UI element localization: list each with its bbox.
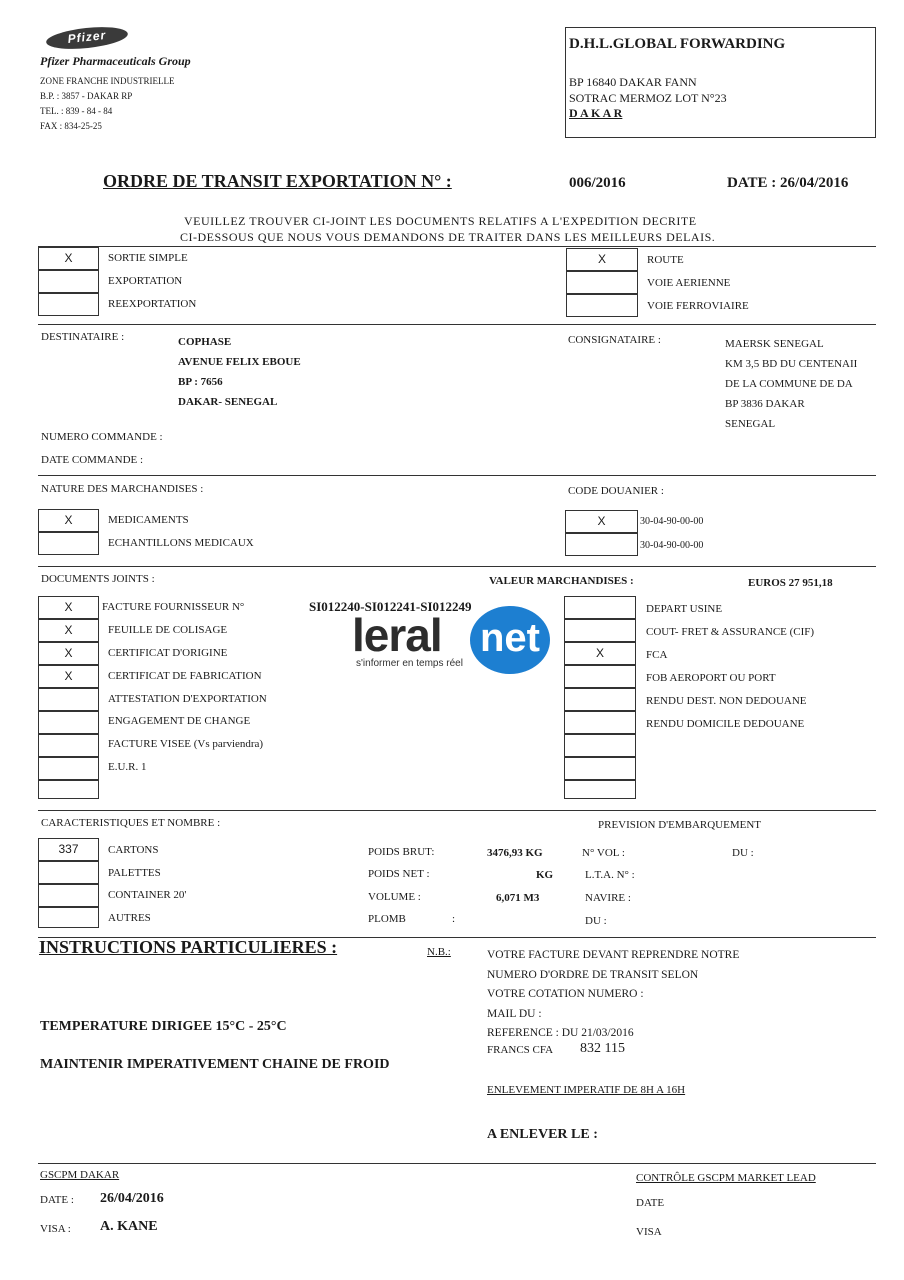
company-name: Pfizer Pharmaceuticals Group [40,54,191,68]
label-exportation: EXPORTATION [108,275,183,287]
count-container[interactable] [38,884,99,907]
count-autres[interactable] [38,907,99,928]
valeur-label: VALEUR MARCHANDISES : [489,575,634,587]
divider [38,1163,876,1164]
address-line: TEL. : 839 - 84 - 84 [40,106,113,116]
order-date: DATE : 26/04/2016 [727,175,849,191]
label-echantillons: ECHANTILLONS MEDICAUX [108,537,254,549]
consignataire-label: CONSIGNATAIRE : [568,334,661,346]
checkbox-echantillons[interactable] [38,532,99,555]
poids-brut-value: 3476,93 KG [487,847,543,859]
footer-date-value: 26/04/2016 [100,1191,164,1206]
label-attestation-exportation: ATTESTATION D'EXPORTATION [108,693,267,705]
order-title: ORDRE DE TRANSIT EXPORTATION N° : [103,171,452,191]
checkbox-rendu-non-dedouane[interactable] [564,688,636,711]
numero-commande-label: NUMERO COMMANDE : [41,431,163,443]
footer-right-title: CONTRÔLE GSCPM MARKET LEAD [636,1172,816,1184]
count-cartons[interactable]: 337 [38,838,99,861]
enlevement-note: ENLEVEMENT IMPERATIF DE 8H A 16H [487,1084,686,1096]
label-depart-usine: DEPART USINE [646,603,723,615]
divider [38,324,876,325]
volume-value: 6,071 M3 [496,892,540,904]
plomb-label: PLOMB [368,913,406,925]
destinataire-address [178,332,301,412]
label-palettes: PALETTES [108,867,161,879]
du-label: DU : [585,915,607,927]
company-address [40,74,175,134]
label-facture-fournisseur: FACTURE FOURNISSEUR N° [102,601,245,613]
checkbox-code-2[interactable] [565,533,638,556]
watermark-net: net [480,616,540,660]
address-line: B.P. : 3857 - DAKAR RP [40,91,133,101]
consignataire-line: DE LA COMMUNE DE DA [725,378,853,390]
label-reexportation: REEXPORTATION [108,298,197,310]
vol-label: N° VOL : [582,847,625,859]
note-line: REFERENCE : DU 21/03/2016 [487,1027,634,1039]
du-label: DU : [732,847,754,859]
intro-line-1: VEUILLEZ TROUVER CI-JOINT LES DOCUMENTS RELATIFS A L'EXPEDITION DECRITE [184,214,697,228]
a-enlever-label: A ENLEVER LE : [487,1127,598,1142]
checkbox-facture-visee[interactable] [38,734,99,757]
forwarder-line: BP 16840 DAKAR FANN [569,75,697,89]
checkbox-code-1[interactable]: X [565,510,638,533]
volume-label: VOLUME : [368,891,421,903]
checkbox-voie-ferroviaire[interactable] [566,294,638,317]
label-engagement-change: ENGAGEMENT DE CHANGE [108,715,251,727]
count-palettes[interactable] [38,861,99,884]
forwarder-city: D A K A R [569,106,623,120]
checkbox-sortie-simple[interactable]: X [38,247,99,270]
note-line: MAIL DU : [487,1007,542,1020]
temperature-instruction: TEMPERATURE DIRIGEE 15°C - 25°C [40,1019,287,1034]
caracteristiques-label: CARACTERISTIQUES ET NOMBRE : [41,817,221,829]
label-rendu-non-dedouane: RENDU DEST. NON DEDOUANE [646,695,807,707]
prevision-label: PREVISION D'EMBARQUEMENT [598,819,762,831]
footer-date-label: DATE : [40,1194,74,1206]
poids-brut-label: POIDS BRUT: [368,846,435,858]
nb-note [487,946,739,1044]
poids-net-value: KG [536,869,554,881]
francs-value: 832 115 [580,1041,625,1056]
label-autres: AUTRES [108,912,151,924]
label-certificat-origine: CERTIFICAT D'ORIGINE [108,647,228,659]
consignataire-line: BP 3836 DAKAR [725,398,805,410]
invoice-refs: SI012240-SI012241-SI012249 [309,599,472,614]
cold-chain-instruction: MAINTENIR IMPERATIVEMENT CHAINE DE FROID [40,1057,390,1072]
checkbox-medicaments[interactable]: X [38,509,99,532]
code-douanier-label: CODE DOUANIER : [568,485,664,497]
consignataire-line: MAERSK SENEGAL [725,338,824,350]
destinataire-line: BP : 7656 [178,376,223,388]
checkbox-blank[interactable] [564,734,636,757]
checkbox-fca[interactable]: X [564,642,636,665]
label-sortie-simple: SORTIE SIMPLE [108,252,188,264]
checkbox-fob[interactable] [564,665,636,688]
watermark-tagline: s'informer en temps réel [356,658,463,669]
destinataire-label: DESTINATAIRE : [41,331,125,343]
francs-label: FRANCS CFA [487,1044,554,1056]
documents-label: DOCUMENTS JOINTS : [41,573,155,585]
consignataire-line: SENEGAL [725,418,776,430]
address-line: FAX : 834-25-25 [40,121,102,131]
consignataire-line: KM 3,5 BD DU CENTENAII [725,358,858,370]
footer-visa-label: VISA : [40,1223,71,1235]
checkbox-certificat-fabrication[interactable]: X [38,665,99,688]
label-fca: FCA [646,649,668,661]
label-voie-aerienne: VOIE AERIENNE [647,277,731,289]
checkbox-cif[interactable] [564,619,636,642]
checkbox-feuille-colisage[interactable]: X [38,619,99,642]
divider [38,566,876,567]
lta-label: L.T.A. N° : [585,869,635,881]
consignataire-address [725,334,857,434]
footer-visa-value: A. KANE [100,1219,158,1234]
divider [38,810,876,811]
footer-right-visa: VISA [636,1226,662,1238]
checkbox-exportation[interactable] [38,270,99,293]
label-rendu-dedouane: RENDU DOMICILE DEDOUANE [646,718,805,730]
nb-label: N.B.: [427,946,451,958]
forwarder-line: SOTRAC MERMOZ LOT N°23 [569,91,727,105]
divider [38,246,876,247]
label-route: ROUTE [647,254,684,266]
checkbox-rendu-dedouane[interactable] [564,711,636,734]
code-value: 30-04-90-00-00 [640,540,704,551]
checkbox-eur1[interactable] [38,757,99,780]
instructions-title: INSTRUCTIONS PARTICULIERES : [39,937,338,957]
label-eur1: E.U.R. 1 [108,761,147,773]
checkbox-voie-aerienne[interactable] [566,271,638,294]
destinataire-line: AVENUE FELIX EBOUE [178,356,301,368]
intro-line-2: CI-DESSOUS QUE NOUS VOUS DEMANDONS DE TRAITER DANS LES MEILLEURS DELAIS. [180,230,716,244]
checkbox-route[interactable]: X [566,248,638,271]
forwarder-name: D.H.L.GLOBAL FORWARDING [569,36,786,52]
note-line: VOTRE FACTURE DEVANT REPRENDRE NOTRE [487,949,740,961]
label-cartons: CARTONS [108,844,159,856]
checkbox-blank[interactable] [564,757,636,780]
checkbox-blank[interactable] [564,780,636,799]
destinataire-line: COPHASE [178,336,232,348]
label-container: CONTAINER 20' [108,889,187,901]
note-line: NUMERO D'ORDRE DE TRANSIT SELON [487,968,699,981]
label-certificat-fabrication: CERTIFICAT DE FABRICATION [108,670,262,682]
valeur-amount: EUROS 27 951,18 [748,577,833,589]
destinataire-line: DAKAR- SENEGAL [178,396,278,408]
footer-right-date: DATE [636,1197,665,1209]
address-line: ZONE FRANCHE INDUSTRIELLE [40,76,175,86]
navire-label: NAVIRE : [585,892,631,904]
label-feuille-colisage: FEUILLE DE COLISAGE [108,624,228,636]
plomb-value: : [452,913,456,925]
label-medicaments: MEDICAMENTS [108,514,189,526]
checkbox-blank[interactable] [38,780,99,799]
checkbox-facture-fournisseur[interactable]: X [38,596,99,619]
checkbox-certificat-origine[interactable]: X [38,642,99,665]
order-number: 006/2016 [569,175,626,191]
nature-label: NATURE DES MARCHANDISES : [41,483,204,495]
logo-text: Pfizer [66,28,107,46]
date-commande-label: DATE COMMANDE : [41,454,144,466]
label-voie-ferroviaire: VOIE FERROVIAIRE [647,300,749,312]
footer-left-title: GSCPM DAKAR [40,1169,120,1181]
leral-watermark-text: leral [352,609,442,661]
note-line: VOTRE COTATION NUMERO : [487,988,644,1000]
checkbox-depart-usine[interactable] [564,596,636,619]
checkbox-engagement-change[interactable] [38,711,99,734]
label-facture-visee: FACTURE VISEE (Vs parviendra) [108,738,264,750]
leral-watermark-circle [470,606,550,674]
pfizer-logo [45,24,129,52]
label-fob: FOB AEROPORT OU PORT [646,672,776,684]
checkbox-reexportation[interactable] [38,293,99,316]
checkbox-attestation-exportation[interactable] [38,688,99,711]
divider [38,475,876,476]
poids-net-label: POIDS NET : [368,868,430,880]
label-cif: COUT- FRET & ASSURANCE (CIF) [646,626,815,638]
code-value: 30-04-90-00-00 [640,516,704,527]
